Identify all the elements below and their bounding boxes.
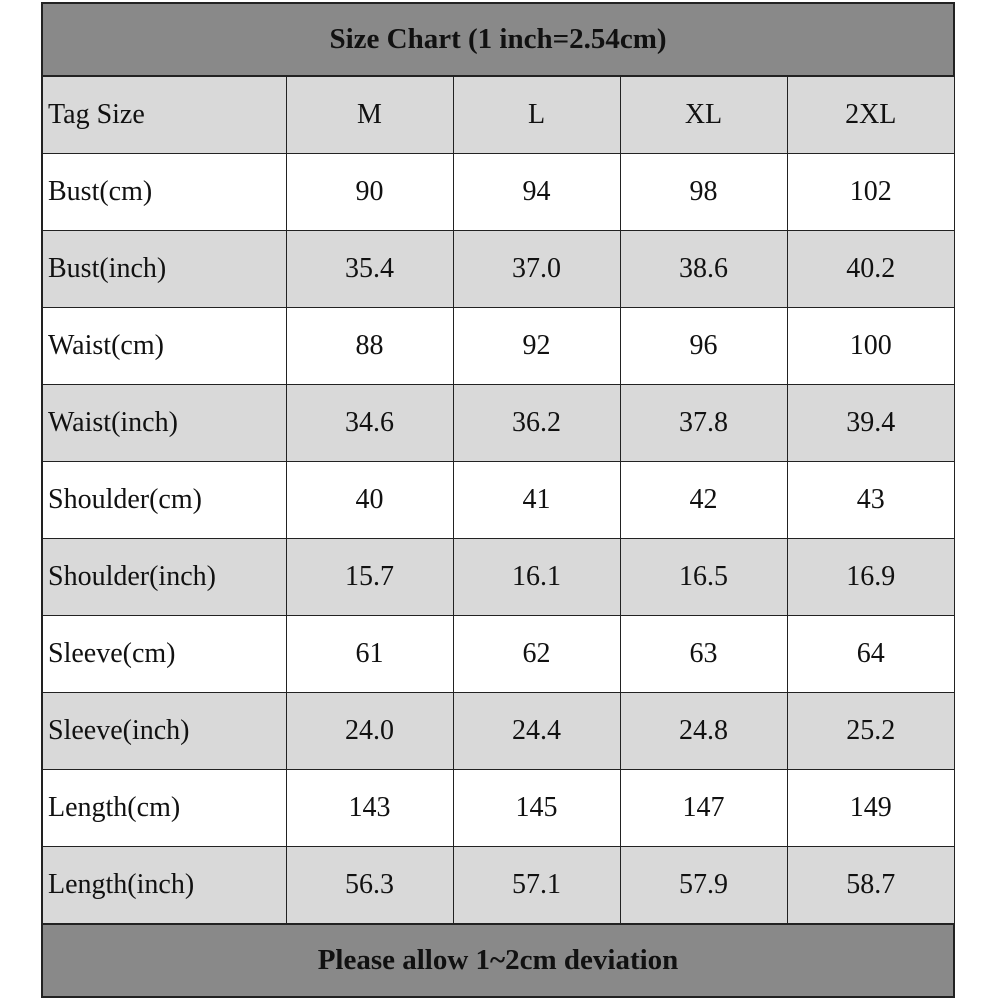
table-row bbox=[43, 385, 954, 462]
header-size: M bbox=[286, 77, 453, 154]
row-label: Shoulder(inch) bbox=[43, 539, 286, 616]
table-row bbox=[43, 770, 954, 847]
table-cell: 94 bbox=[453, 154, 620, 231]
table-cell: 88 bbox=[286, 308, 453, 385]
deviation-note: Please allow 1~2cm deviation bbox=[43, 923, 953, 996]
table-cell: 61 bbox=[286, 616, 453, 693]
table-row bbox=[43, 231, 954, 308]
row-label: Shoulder(cm) bbox=[43, 462, 286, 539]
table-cell: 24.0 bbox=[286, 693, 453, 770]
header-size: XL bbox=[620, 77, 787, 154]
table-row bbox=[43, 308, 954, 385]
table-cell: 40 bbox=[286, 462, 453, 539]
table-row bbox=[43, 462, 954, 539]
table-cell: 62 bbox=[453, 616, 620, 693]
table-cell: 57.9 bbox=[620, 847, 787, 924]
table-cell: 37.0 bbox=[453, 231, 620, 308]
table-cell: 58.7 bbox=[787, 847, 954, 924]
table-cell: 25.2 bbox=[787, 693, 954, 770]
table-cell: 42 bbox=[620, 462, 787, 539]
row-label: Sleeve(cm) bbox=[43, 616, 286, 693]
row-label: Length(cm) bbox=[43, 770, 286, 847]
table-row bbox=[43, 847, 954, 924]
table-cell: 100 bbox=[787, 308, 954, 385]
size-table bbox=[43, 77, 954, 923]
table-cell: 43 bbox=[787, 462, 954, 539]
chart-title: Size Chart (1 inch=2.54cm) bbox=[43, 4, 953, 77]
table-cell: 16.9 bbox=[787, 539, 954, 616]
table-cell: 16.1 bbox=[453, 539, 620, 616]
table-cell: 56.3 bbox=[286, 847, 453, 924]
table-cell: 35.4 bbox=[286, 231, 453, 308]
row-label: Sleeve(inch) bbox=[43, 693, 286, 770]
table-cell: 143 bbox=[286, 770, 453, 847]
size-chart bbox=[41, 2, 955, 998]
table-cell: 41 bbox=[453, 462, 620, 539]
table-cell: 64 bbox=[787, 616, 954, 693]
table-cell: 145 bbox=[453, 770, 620, 847]
table-cell: 90 bbox=[286, 154, 453, 231]
table-cell: 63 bbox=[620, 616, 787, 693]
table-cell: 34.6 bbox=[286, 385, 453, 462]
table-cell: 37.8 bbox=[620, 385, 787, 462]
table-cell: 149 bbox=[787, 770, 954, 847]
table-cell: 16.5 bbox=[620, 539, 787, 616]
table-cell: 40.2 bbox=[787, 231, 954, 308]
table-cell: 57.1 bbox=[453, 847, 620, 924]
row-label: Waist(inch) bbox=[43, 385, 286, 462]
row-label: Length(inch) bbox=[43, 847, 286, 924]
table-cell: 39.4 bbox=[787, 385, 954, 462]
table-cell: 96 bbox=[620, 308, 787, 385]
header-size: L bbox=[453, 77, 620, 154]
row-label: Bust(inch) bbox=[43, 231, 286, 308]
table-row bbox=[43, 154, 954, 231]
table-cell: 36.2 bbox=[453, 385, 620, 462]
header-label: Tag Size bbox=[43, 77, 286, 154]
table-cell: 24.4 bbox=[453, 693, 620, 770]
row-label: Bust(cm) bbox=[43, 154, 286, 231]
table-cell: 147 bbox=[620, 770, 787, 847]
header-row bbox=[43, 77, 954, 154]
table-cell: 98 bbox=[620, 154, 787, 231]
table-cell: 92 bbox=[453, 308, 620, 385]
table-cell: 38.6 bbox=[620, 231, 787, 308]
row-label: Waist(cm) bbox=[43, 308, 286, 385]
table-cell: 15.7 bbox=[286, 539, 453, 616]
header-size: 2XL bbox=[787, 77, 954, 154]
table-row bbox=[43, 616, 954, 693]
table-cell: 102 bbox=[787, 154, 954, 231]
table-row bbox=[43, 693, 954, 770]
table-row bbox=[43, 539, 954, 616]
table-cell: 24.8 bbox=[620, 693, 787, 770]
